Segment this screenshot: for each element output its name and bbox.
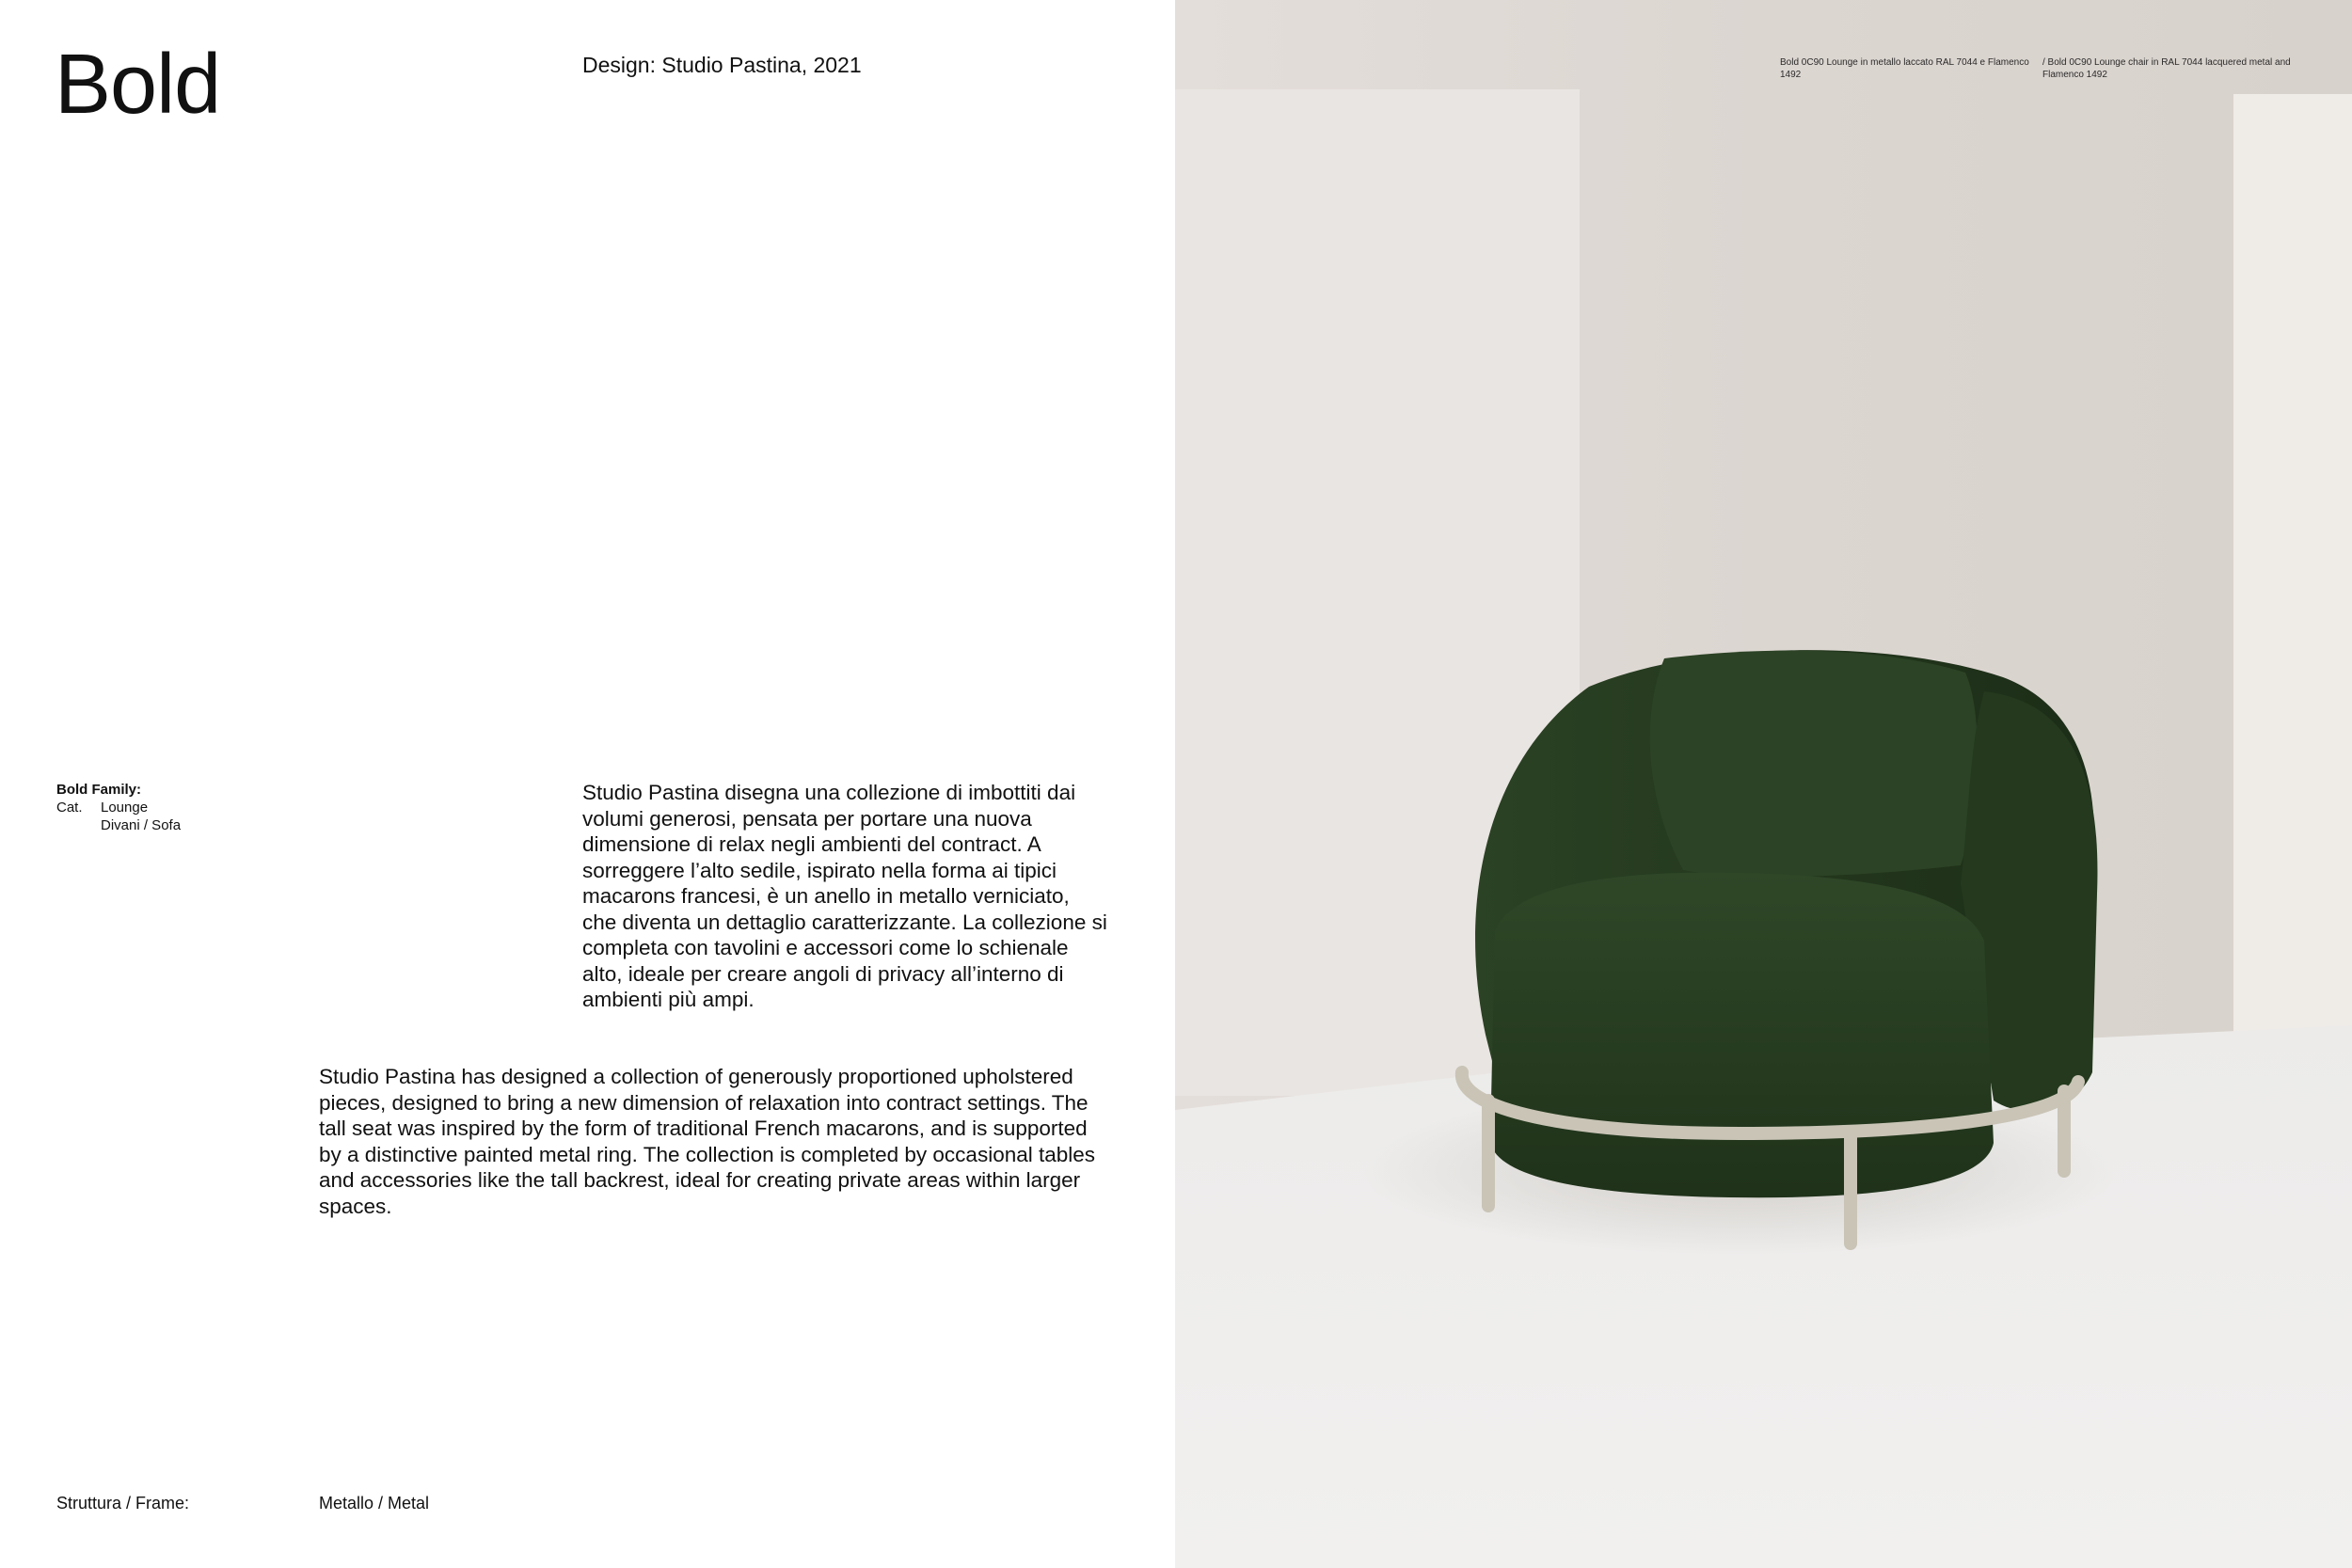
category-sofa: Divani / Sofa: [101, 817, 182, 833]
frame-value: Metallo / Metal: [319, 1494, 430, 1513]
armchair-photo: [1175, 0, 2352, 1568]
family-title: Bold Family:: [56, 782, 142, 798]
design-credit: Design: Studio Pastina, 2021: [582, 53, 862, 77]
chair-seat: [1490, 873, 1994, 1198]
family-info: [56, 781, 181, 834]
description-italian: Studio Pastina disegna una collezione di imbottiti dai volumi generosi, pensata per portare una nuova dimensione di relax negli ambienti del contract. A sorreggere l’alto sedile, ispirato nella forma ai tipici macarons francesi, è un anello in metallo verniciato, che diventa un dettaglio caratterizzante. La collezione si completa con tavolini e accessori come lo schienale alto, ideale per creare angoli di privacy all’interno di ambienti più ampi.: [582, 781, 1107, 1011]
category-row: [56, 799, 181, 816]
description-english: Studio Pastina has designed a collection of generously proportioned upholstered pieces, designed to bring a new dimension of relaxation into contract settings. The tall seat was inspired by the form of traditional French macarons, and is supported by a distinctive painted metal ring. The collection is completed by occasional tables and accessories like the tall backrest, ideal for creating private areas within larger spaces.: [319, 1065, 1096, 1218]
photo-page: [1175, 0, 2352, 1568]
chair-cushion: [1650, 651, 1978, 877]
category-label: Cat.: [56, 800, 83, 816]
category-lounge: Lounge: [101, 800, 149, 816]
frame-label: Struttura / Frame:: [56, 1494, 190, 1513]
photo-caption-italian: Bold 0C90 Lounge in metallo laccato RAL 7044 e Flamenco 1492: [1780, 57, 2029, 80]
text-page: [0, 0, 1175, 1568]
photo-caption-english: / Bold 0C90 Lounge chair in RAL 7044 lacquered metal and Flamenco 1492: [2042, 57, 2291, 80]
page-title: Bold: [55, 38, 221, 132]
wall-panel-right: [2233, 94, 2352, 1091]
